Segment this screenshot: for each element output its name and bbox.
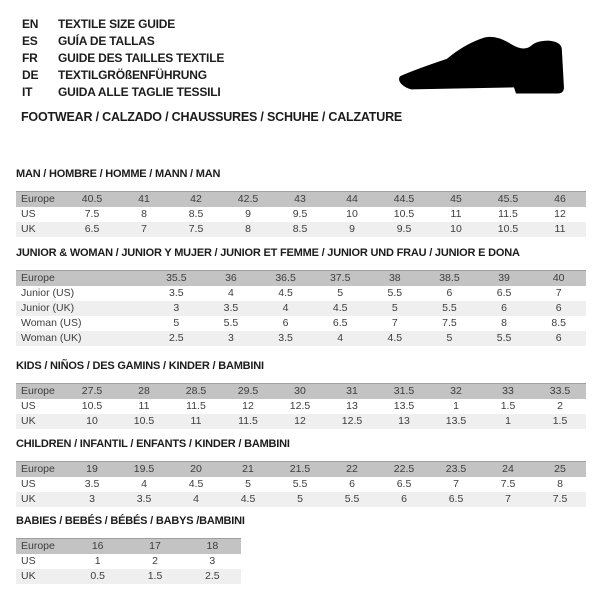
size-cell: 40 (531, 271, 586, 287)
size-cell: 21 (222, 462, 274, 478)
row-label: Europe (16, 539, 69, 555)
size-cell: 10 (346, 208, 358, 220)
table-row (16, 399, 586, 414)
size-cell: 4 (141, 478, 147, 490)
size-cell: 44 (326, 192, 378, 208)
size-table (16, 538, 241, 584)
size-cell: 4.5 (278, 287, 293, 299)
row-label: UK (16, 222, 66, 237)
size-cell: 10 (66, 414, 118, 429)
table-row (16, 539, 241, 555)
size-table (16, 270, 586, 346)
language-code: ES (22, 34, 38, 48)
table-row (16, 477, 586, 492)
row-label: Junior (US) (21, 287, 75, 299)
size-cell: 45 (430, 192, 482, 208)
size-cell: 7 (555, 287, 562, 299)
table-row (16, 331, 586, 346)
size-cell: 6 (531, 331, 586, 346)
size-cell: 44.5 (378, 192, 430, 208)
size-cell: 33 (482, 384, 534, 400)
size-cell: 6 (446, 287, 453, 299)
language-guide-title: GUIDE DES TAILLES TEXTILE (58, 51, 225, 65)
language-list (22, 15, 224, 100)
size-cell: 0.5 (69, 569, 126, 584)
size-cell: 19.5 (118, 462, 170, 478)
table-row (16, 207, 586, 222)
size-cell: 3 (204, 331, 259, 346)
size-cell: 1.5 (126, 569, 183, 584)
size-cell: 10.5 (118, 414, 170, 429)
size-cell: 7.5 (534, 492, 586, 507)
size-cell: 6 (378, 492, 430, 507)
size-cell: 16 (69, 539, 126, 555)
size-cell: 36 (204, 271, 259, 287)
size-cell: 22.5 (378, 462, 430, 478)
language-guide-title: GUÍA DE TALLAS (58, 34, 155, 48)
size-cell: 8 (501, 317, 507, 329)
size-cell: 7 (453, 478, 459, 490)
row-label: UK (16, 492, 66, 507)
size-cell: 7 (391, 317, 398, 329)
size-cell: 13 (378, 414, 430, 429)
size-cell: 3.5 (169, 287, 184, 299)
size-cell: 1 (453, 400, 459, 412)
size-cell: 5 (422, 331, 477, 346)
size-cell: 6.5 (496, 287, 512, 299)
size-cell: 8.5 (551, 317, 566, 329)
table-row (16, 492, 586, 507)
size-cell: 12.5 (289, 400, 311, 412)
size-cell: 36.5 (258, 271, 313, 287)
size-cell: 4 (170, 492, 222, 507)
table-row (16, 384, 586, 400)
table-row (16, 192, 586, 208)
size-cell: 5.5 (477, 331, 532, 346)
size-cell: 42 (170, 192, 222, 208)
size-table (16, 191, 586, 237)
size-cell: 5 (274, 492, 326, 507)
size-cell: 1 (94, 555, 101, 567)
table-row (16, 554, 241, 569)
row-label: US (21, 478, 36, 490)
size-cell: 35.5 (149, 271, 204, 287)
size-cell: 2 (557, 400, 563, 412)
size-cell: 6.5 (332, 317, 348, 329)
size-table (16, 383, 586, 429)
size-cell: 5 (337, 287, 344, 299)
size-cell: 9.5 (378, 222, 430, 237)
size-cell: 7.5 (442, 317, 457, 329)
size-cell: 4 (313, 331, 368, 346)
size-cell: 13.5 (393, 400, 415, 412)
size-cell: 6.5 (396, 478, 412, 490)
table-row (16, 271, 586, 287)
dress-shoe-icon (396, 30, 574, 100)
size-cell: 37.5 (313, 271, 368, 287)
size-cell: 25 (534, 462, 586, 478)
language-guide-title: GUIDA ALLE TAGLIE TESSILI (58, 85, 221, 99)
language-guide-title: TEXTILE SIZE GUIDE (58, 17, 176, 31)
size-cell: 3 (66, 492, 118, 507)
size-cell: 33.5 (534, 384, 586, 400)
size-table-section (16, 168, 586, 237)
size-cell: 13.5 (430, 414, 482, 429)
table-row (16, 222, 586, 237)
size-cell: 5.5 (387, 287, 403, 299)
size-cell: 5.5 (422, 301, 477, 316)
size-cell: 3 (149, 301, 204, 316)
language-guide-title: TEXTILGRÖßENFÜHRUNG (58, 68, 207, 82)
size-cell: 12 (274, 414, 326, 429)
size-cell: 42.5 (222, 192, 274, 208)
row-label: UK (16, 569, 69, 584)
size-cell: 6 (477, 301, 532, 316)
size-table (16, 461, 586, 507)
size-cell: 28.5 (170, 384, 222, 400)
size-cell: 6 (531, 301, 586, 316)
table-title: CHILDREN / INFANTIL / ENFANTS / KINDER / BAMBINI (16, 438, 290, 450)
row-label: Woman (US) (21, 317, 82, 329)
size-cell: 5.5 (223, 317, 239, 329)
size-cell: 1 (482, 414, 534, 429)
size-cell: 4.5 (222, 492, 274, 507)
size-cell: 11 (534, 222, 586, 237)
table-title: KIDS / NIÑOS / DES GAMINS / KINDER / BAMBINI (16, 360, 264, 372)
size-cell: 20 (170, 462, 222, 478)
size-cell: 7 (118, 222, 170, 237)
size-cell: 28 (118, 384, 170, 400)
size-cell: 38.5 (422, 271, 477, 287)
size-cell: 46 (534, 192, 586, 208)
size-cell: 8 (222, 222, 274, 237)
size-cell: 3.5 (84, 478, 100, 490)
size-cell: 6 (282, 317, 289, 329)
size-cell: 6.5 (430, 492, 482, 507)
size-cell: 4 (258, 301, 313, 316)
row-label: US (21, 555, 36, 567)
row-label: Woman (UK) (16, 331, 149, 346)
size-cell: 13 (346, 400, 358, 412)
size-cell: 30 (274, 384, 326, 400)
size-cell: 5 (173, 317, 180, 329)
size-cell: 39 (477, 271, 532, 287)
table-row (16, 301, 586, 316)
size-cell: 12.5 (326, 414, 378, 429)
size-cell: 2 (152, 555, 158, 567)
size-cell: 11.5 (186, 400, 206, 412)
size-cell: 8 (141, 208, 147, 220)
size-cell: 43 (274, 192, 326, 208)
size-cell: 3 (209, 555, 216, 567)
row-label: Junior (UK) (16, 301, 149, 316)
size-cell: 17 (126, 539, 183, 555)
size-cell: 1.5 (500, 400, 516, 412)
size-cell: 4.5 (313, 301, 368, 316)
size-table-section (16, 438, 586, 507)
row-label: Europe (16, 192, 66, 208)
table-title: JUNIOR & WOMAN / JUNIOR Y MUJER / JUNIOR ET FEMME / JUNIOR UND FRAU / JUNIOR E DONA (16, 247, 520, 259)
size-cell: 5 (368, 301, 423, 316)
language-row (22, 83, 224, 100)
row-label: UK (16, 414, 66, 429)
size-cell: 32 (430, 384, 482, 400)
table-row (16, 569, 241, 584)
size-cell: 2.5 (184, 569, 241, 584)
size-cell: 24 (482, 462, 534, 478)
size-table-section (16, 515, 245, 584)
size-cell: 11.5 (498, 208, 518, 220)
size-cell: 2.5 (149, 331, 204, 346)
size-cell: 5.5 (292, 478, 308, 490)
language-row (22, 32, 224, 49)
row-label: Europe (16, 271, 149, 287)
language-code: IT (22, 85, 33, 99)
size-cell: 9 (326, 222, 378, 237)
size-cell: 18 (184, 539, 241, 555)
size-cell: 4.5 (368, 331, 423, 346)
size-cell: 8 (557, 478, 563, 490)
size-cell: 12 (242, 400, 254, 412)
size-cell: 31 (326, 384, 378, 400)
table-title: BABIES / BEBÉS / BÉBÉS / BABYS /BAMBINI (16, 515, 245, 527)
size-cell: 1.5 (534, 414, 586, 429)
size-cell: 7.5 (84, 208, 100, 220)
size-cell: 8.5 (274, 222, 326, 237)
size-cell: 45.5 (482, 192, 534, 208)
size-table-section (16, 360, 586, 429)
size-cell: 38 (368, 271, 423, 287)
size-cell: 6.5 (66, 222, 118, 237)
language-code: EN (22, 17, 39, 31)
size-cell: 7.5 (170, 222, 222, 237)
size-cell: 11 (138, 400, 150, 412)
size-cell: 40.5 (66, 192, 118, 208)
language-row (22, 66, 224, 83)
size-cell: 31.5 (378, 384, 430, 400)
size-cell: 27.5 (66, 384, 118, 400)
size-cell: 29.5 (222, 384, 274, 400)
table-row (16, 286, 586, 301)
size-cell: 7 (482, 492, 534, 507)
row-label: US (21, 400, 36, 412)
size-cell: 10 (430, 222, 482, 237)
row-label: Europe (16, 384, 66, 400)
language-code: FR (22, 51, 38, 65)
table-row (16, 414, 586, 429)
size-cell: 22 (326, 462, 378, 478)
row-label: Europe (16, 462, 66, 478)
size-cell: 10.5 (81, 400, 103, 412)
size-cell: 11.5 (222, 414, 274, 429)
size-table-section (16, 247, 586, 346)
size-cell: 10.5 (482, 222, 534, 237)
size-cell: 11 (450, 208, 462, 220)
size-cell: 3.5 (204, 301, 259, 316)
size-cell: 21.5 (274, 462, 326, 478)
size-cell: 12 (554, 208, 566, 220)
size-cell: 10.5 (393, 208, 415, 220)
language-code: DE (22, 68, 39, 82)
size-cell: 23.5 (430, 462, 482, 478)
size-cell: 3.5 (258, 331, 313, 346)
language-row (22, 49, 224, 66)
table-row (16, 316, 586, 331)
table-row (16, 462, 586, 478)
table-title: MAN / HOMBRE / HOMME / MANN / MAN (16, 168, 221, 180)
size-cell: 7.5 (500, 478, 516, 490)
size-cell: 3.5 (118, 492, 170, 507)
size-cell: 19 (66, 462, 118, 478)
language-row (22, 15, 224, 32)
size-cell: 8.5 (188, 208, 204, 220)
size-cell: 5 (245, 478, 251, 490)
size-cell: 41 (118, 192, 170, 208)
size-cell: 6 (349, 478, 355, 490)
size-cell: 5.5 (326, 492, 378, 507)
size-cell: 4.5 (188, 478, 204, 490)
size-cell: 4 (228, 287, 234, 299)
row-label: US (21, 208, 36, 220)
size-cell: 11 (170, 414, 222, 429)
size-cell: 9.5 (292, 208, 308, 220)
size-cell: 9 (245, 208, 251, 220)
category-heading: FOOTWEAR / CALZADO / CHAUSSURES / SCHUHE / CALZATURE (21, 110, 403, 124)
